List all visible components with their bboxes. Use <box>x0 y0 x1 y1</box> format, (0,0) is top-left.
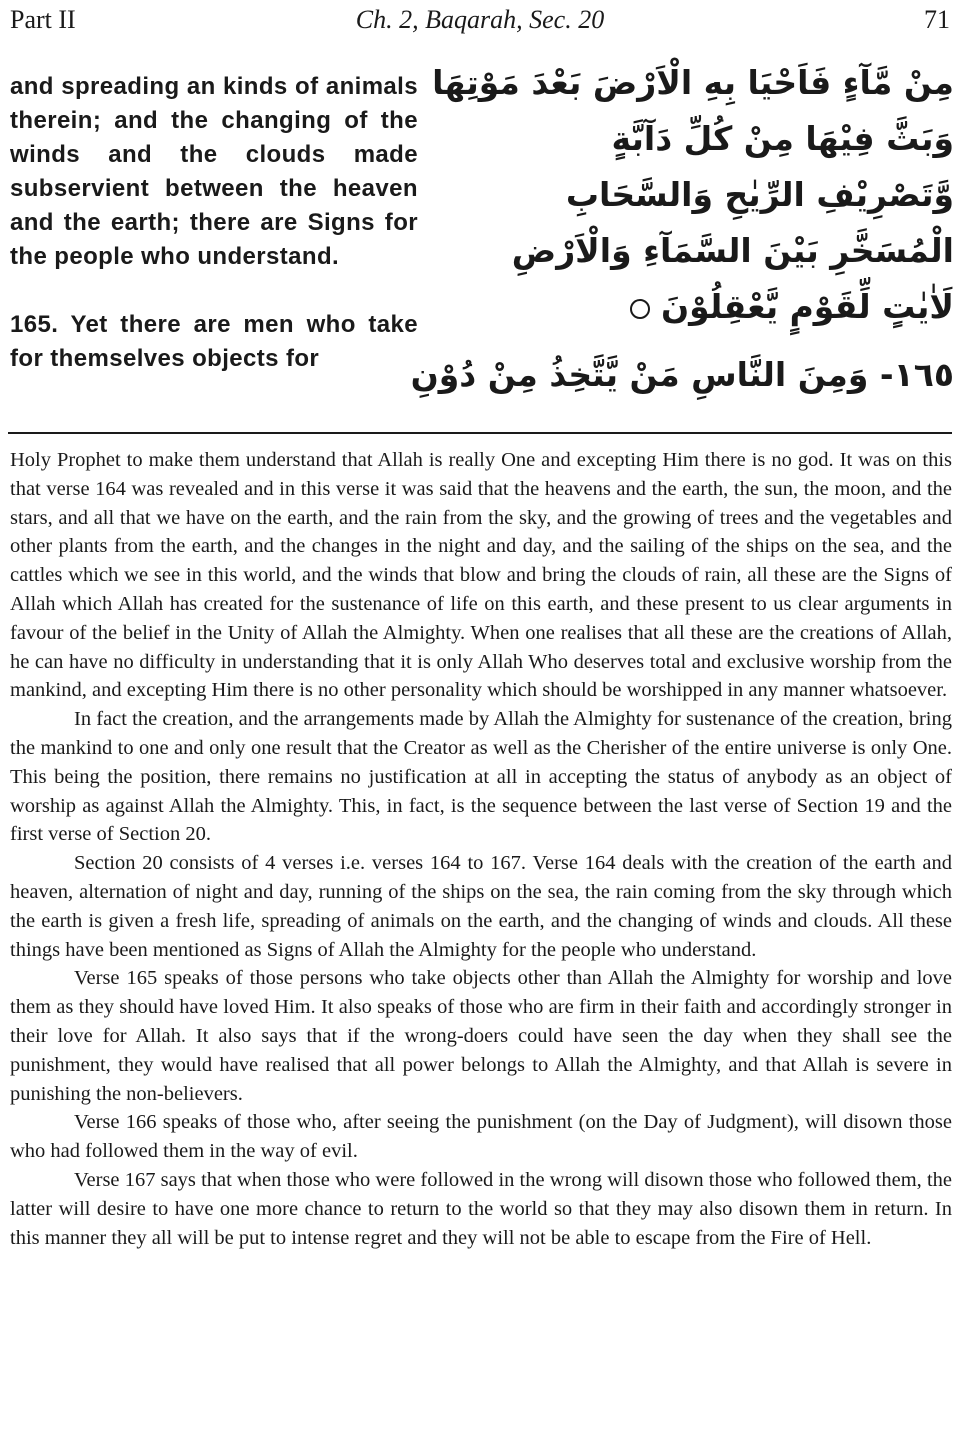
commentary-paragraph: Verse 166 speaks of those who, after seeing the punishment (on the Day of Judgment), will disown those who had followed them in the way of evil. <box>10 1111 952 1163</box>
page-number: 71 <box>924 5 950 34</box>
commentary-text <box>10 446 952 1252</box>
translation-verse-164-end: and spreading an kinds of animals therein; and the changing of the winds and the clouds made subservient between the heaven and the earth; there are Signs for the people who understand. <box>10 73 418 270</box>
running-header <box>10 2 950 38</box>
commentary-paragraph: Verse 167 says that when those who were followed in the wrong will disown those who followed them, the latter will desire to have one more chance to return to the world so that they may also disown them in return. In this manner they all will be put to intense regret and they will not be able to escape from the Fire of Hell. <box>10 1168 952 1249</box>
verse-end-marker-icon <box>630 299 650 319</box>
commentary-paragraph: Section 20 consists of 4 verses i.e. verses 164 to 167. Verse 164 deals with the creation of the earth and heaven, alternation of night and day, running of the ships on the sea, the rain coming from the sky through which the earth is given a fresh life, spreading of animals on the earth, and the changing of winds and clouds. All these things have been mentioned as Signs of Allah the Almighty for the people who understand. <box>10 852 952 961</box>
commentary-paragraph: Holy Prophet to make them understand that Allah is really One and excepting Him there is no god. It was on this that verse 164 was revealed and in this verse it was said that the heavens and the earth, the sun, the moon, and the stars, and all that we have on the earth, and the rain from the sky, and the growing of trees and the vegetables and other plants from the earth, and the changes in the night and day, and the sailing of the ships on the sea, and the cattles which we see in this world, and the winds that blow and bring the clouds of rain, all these are the Signs of Allah which Allah has created for the sustenance of life on this earth, and these present to us clear arguments in favour of the belief in the Unity of Allah the Almighty. When one realises that all these are the creations of Allah, he can have no difficulty in understanding that it is only Allah Who deserves total and exclusive worship from the mankind, and excepting Him there is no other personality which should be worshipped in any manner whatsoever. <box>10 449 952 702</box>
arabic-line-verse-end <box>470 279 954 335</box>
section-divider <box>8 432 952 434</box>
commentary-paragraph: In fact the creation, and the arrangements made by Allah the Almighty for sustenance of the creation, bring the mankind to one and only one result that the Creator as well as the Cherisher of the entire universe is only One. This being the position, there remains no justification at all in accepting the status of anybody as an object of worship as against Allah the Almighty. This, in fact, is the sequence between the last verse of Section 19 and the first verse of Section 20. <box>10 708 952 846</box>
part-label: Part II <box>10 5 76 34</box>
arabic-line: الْمُسَخَّرِ بَيْنَ السَّمَآءِ وَالْاَرْضِ <box>511 231 954 270</box>
chapter-section-title: Ch. 2, Baqarah, Sec. 20 <box>355 5 605 34</box>
arabic-line: وَّتَصْرِيْفِ الرِّيٰحِ وَالسَّحَابِ <box>565 175 954 214</box>
arabic-line: مِنْ مَّآءٍ فَاَحْيَا بِهِ الْاَرْضَ بَعْدَ مَوْتِهَا <box>432 63 954 102</box>
commentary-paragraph: Verse 165 speaks of those persons who take objects other than Allah the Almighty for worship and love them as they should have loved Him. It also speaks of those who are firm in their faith and accordingly stronger in their love for Allah. It also says that if the wrong-doers could have seen the day when they shall see the punishment, they would have realised that all power belongs to Allah the Almighty, and that Allah is severe in punishing the non-believers. <box>10 967 952 1105</box>
translation-column <box>10 70 418 376</box>
arabic-line: وَبَثَّ فِيْهَا مِنْ كُلِّ دَآبَّةٍ <box>611 119 954 158</box>
translation-verse-165: 165. Yet there are men who take for themselves objects for <box>10 311 418 372</box>
arabic-line-verse-165: ١٦٥- وَمِنَ النَّاسِ مَنْ يَّتَّخِذُ مِنْ دُوْنِ <box>410 355 954 394</box>
arabic-line-text: لَاٰيٰتٍ لِّقَوْمٍ يَّعْقِلُوْنَ <box>661 287 954 326</box>
arabic-text-column <box>410 55 954 403</box>
